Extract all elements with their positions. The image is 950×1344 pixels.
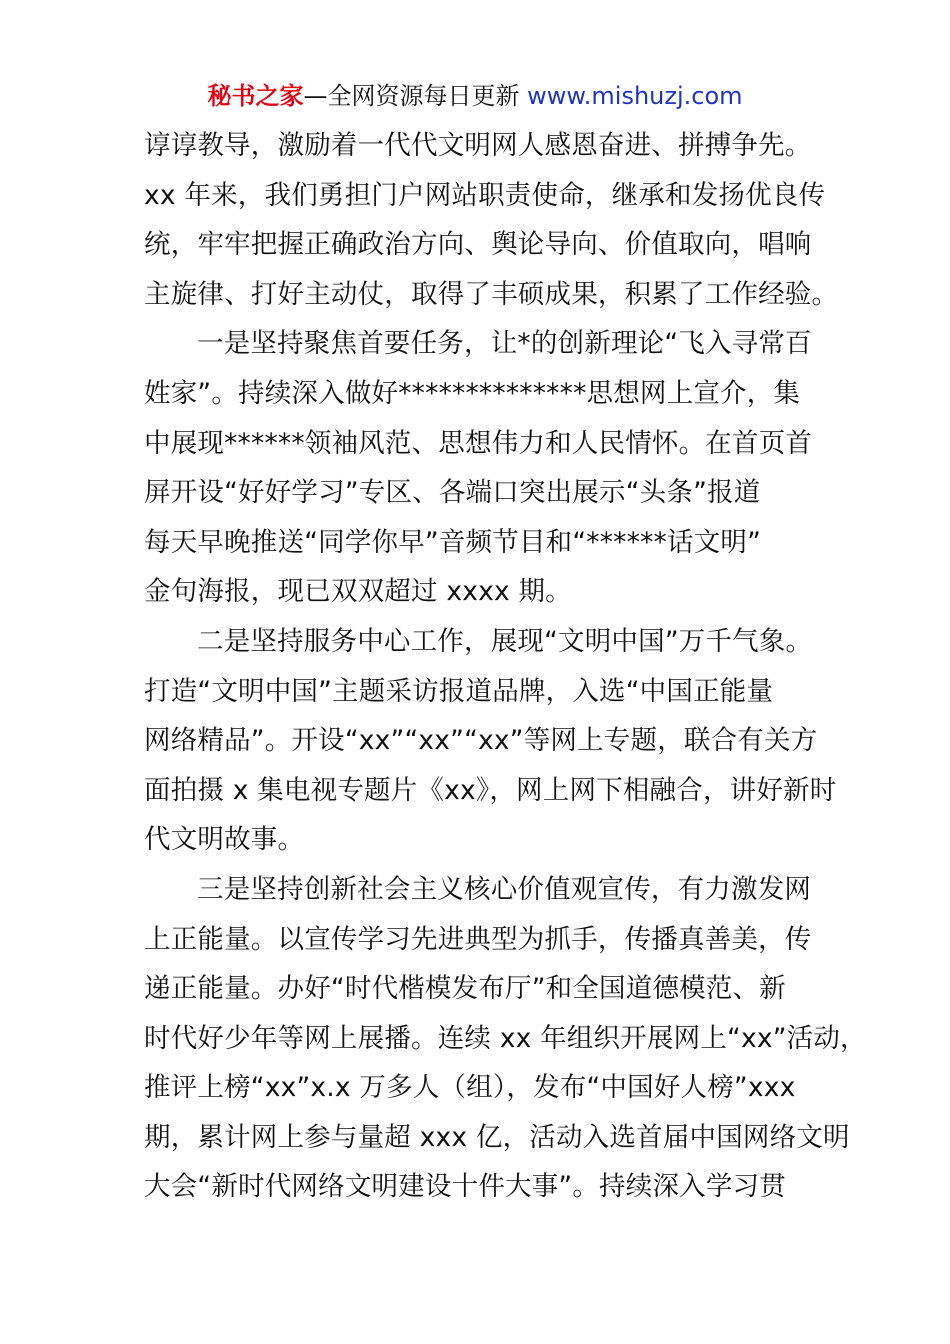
text-line: 统，牢牢把握正确政治方向、舆论导向、价值取向，唱响 xyxy=(144,229,812,261)
text-line: 递正能量。办好“时代楷模发布厅”和全国道德模范、新 xyxy=(144,973,786,1005)
text-line: 金句海报，现已双双超过 xxxx 期。 xyxy=(144,576,572,608)
document-body xyxy=(144,121,867,1212)
site-header xyxy=(0,80,950,112)
text-line: 网络精品”。开设“xx”“xx”“xx”等网上专题，联合有关方 xyxy=(144,725,818,757)
text-line: 上正能量。以宣传学习先进典型为抓手，传播真善美，传 xyxy=(144,923,812,955)
text-line: 主旋律、打好主动仗，取得了丰硕成果，积累了工作经验。 xyxy=(144,278,839,310)
text-line: 打造“文明中国”主题采访报道品牌，入选“中国正能量 xyxy=(144,675,774,707)
site-url-link[interactable]: www.mishuzj.com xyxy=(527,82,743,110)
text-line: 屏开设“好好学习”专区、各端口突出展示“头条”报道 xyxy=(144,477,761,509)
text-line: 面拍摄 x 集电视专题片《xx》，网上网下相融合，讲好新时 xyxy=(144,774,837,806)
text-line: 谆谆教导，激励着一代代文明网人感恩奋进、拼搏争先。 xyxy=(144,130,812,161)
brand-name: 秘书之家 xyxy=(207,82,304,110)
text-line: 代文明故事。 xyxy=(144,824,305,856)
text-line: 推评上榜“xx”x.x 万多人（组），发布“中国好人榜”xxx xyxy=(144,1072,796,1104)
text-line: 姓家”。持续深入做好**************思想网上宣介，集 xyxy=(144,377,801,409)
paragraph-start-line: 一是坚持聚焦首要任务，让*的创新理论“飞入寻常百 xyxy=(197,328,812,360)
text-line: 期，累计网上参与量超 xxx 亿，活动入选首届中国网络文明 xyxy=(144,1121,850,1153)
text-line: xx 年来，我们勇担门户网站职责使命，继承和发扬优良传 xyxy=(144,179,826,211)
text-line: 中展现******领袖风范、思想伟力和人民情怀。在首页首 xyxy=(144,427,813,459)
paragraph-start-line: 三是坚持创新社会主义核心价值观宣传，有力激发网 xyxy=(197,873,812,905)
text-line: 时代好少年等网上展播。连续 xx 年组织开展网上“xx”活动， xyxy=(144,1022,867,1054)
paragraph-start-line: 二是坚持服务中心工作，展现“文明中国”万千气象。 xyxy=(197,625,813,657)
text-line: 大会“新时代网络文明建设十件大事”。持续深入学习贯 xyxy=(144,1171,786,1203)
text-line: 每天早晚推送“同学你早”音频节目和“******话文明” xyxy=(144,526,762,558)
header-tagline: —全网资源每日更新 xyxy=(303,82,528,110)
